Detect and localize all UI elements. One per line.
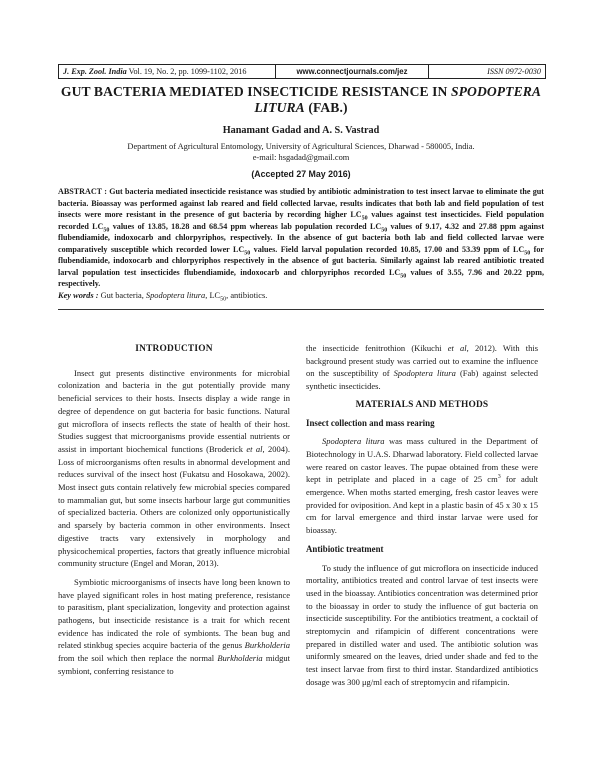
methods-paragraph-1 <box>306 435 538 537</box>
keywords <box>58 291 544 303</box>
methods-paragraph-2: To study the influence of gut microflora on insecticide induced mortality, antibiotics treated and control larvae of test insects were used in the bioassay. Antibiotics concentration was determined prior to the bioassay in order to study the influence of gut bacteria on insecticide susceptibility. For the antibiotics treatment, a cocktail of streptomycin and rifampicin of different concentrations were prepared in distilled water and used. The antibiotic solution was uniformly smeared on the leaves, dried under shade and fed to the test insect larvae from first to third instar. Standardized antibiotics dosage was 300 μg/ml each of streptomycin and rifampicin. <box>306 562 538 687</box>
abstract-text-5: values. Field larval population recorded 10.85, 17.00 and 53.39 ppm of LC <box>250 244 525 254</box>
keywords-label: Key words : <box>58 291 99 300</box>
intro-p2-text-a: Symbiotic microorganisms of insects have long been known to have played significant roles in host mating preference, resistance to parasitism, plant specialization, longevity and protection against pathogens, but insecticide resistance is a trait for which recent evidence has indicated the role of symbionts. The bean bug and related stinkbug species acquire bacteria of the genus <box>58 576 290 651</box>
lc50-subscript: 50 <box>103 227 110 234</box>
introduction-heading: INTRODUCTION <box>135 344 213 354</box>
intro-p1-text-b: , 2004). Loss of microorganisms often results in abnormal development and reduces survival of the insect host (Fukatsu and Hosokawa, 2002). Most insect guts contain relatively few microbial species compared to mammalian gut, but some insects harbour large gut communities of specialized bacteria. Others are colonized only opportunistically and sparsely by bacteria common in other environments. Insect digestive tracts vary extensively in morphology and physicochemical properties, factors that greatly influence microbial community structure (Engel and Moran, 2013). <box>58 443 290 569</box>
methods-p1-species: Spodoptera litura <box>322 436 385 447</box>
cubic-superscript: 3 <box>497 474 501 481</box>
intro-p2-text-c: midgut symbiont, conferring resistance to <box>58 653 290 676</box>
journal-name: J. Exp. Zool. India <box>63 67 127 76</box>
lc50-subscript: 50 <box>524 250 531 257</box>
intro-cont-species: Spodoptera litura <box>393 368 456 379</box>
methods-p1-text-a: was mass cultured in the Department of Biotechnology in U.A.S. Dharwad laboratory. Field collected larvae were reared on castor leaves. The pupae obtained from these were kept in petriplate and placed in a cage of 25 cm <box>306 436 538 485</box>
keywords-species: Spodoptera litura <box>145 291 206 300</box>
materials-methods-heading: MATERIALS AND METHODS <box>355 399 489 410</box>
paper-title <box>58 84 544 116</box>
lc50-subscript: 50 <box>381 227 388 234</box>
intro-p2-genus-1: Burkholderia <box>244 640 290 651</box>
intro-paragraph-2 <box>58 576 290 678</box>
affiliation-block <box>58 141 544 163</box>
issn: ISSN 0972-0030 <box>487 67 541 76</box>
subheading-antibiotic-treatment: Antibiotic treatment <box>306 543 384 554</box>
abstract-text-6: for flubendiamide, indoxocarb and chlorpyriphos respectively in the absence of gut bacteria. Similarly against lab reared antibiotic treated larval population test insecticides flubendiamide, indoxocarb and chlorpyriphos recorded LC <box>58 244 544 277</box>
journal-website-link[interactable]: www.connectjournals.com/jez <box>276 65 429 78</box>
abstract-divider <box>58 309 544 310</box>
header-citation-cell <box>59 65 276 78</box>
journal-header <box>58 64 546 79</box>
right-column <box>306 342 538 689</box>
left-column <box>58 343 290 678</box>
citation: Vol. 19, No. 2, pp. 1099-1102, 2016 <box>128 67 247 76</box>
abstract-text-3: values of 13.85, 18.28 and 68.54 ppm whereas lab population recorded LC <box>109 221 382 231</box>
title-suffix: (FAB.) <box>308 100 348 115</box>
intro-p2-text-b: from the soil which then replace the normal <box>58 653 218 664</box>
lc50-subscript: 50 <box>400 273 407 280</box>
lc50-subscript: 50 <box>244 250 251 257</box>
intro-cont-text-b: , 2012). With this background present study was carried out to examine the influence on the susceptibility of <box>306 343 539 379</box>
title-main: GUT BACTERIA MEDIATED INSECTICIDE RESISTANCE IN <box>60 84 448 99</box>
intro-continuation <box>306 342 538 393</box>
intro-p2-genus-2: Burkholderia <box>217 653 263 664</box>
title-species: SPODOPTERA LITURA <box>254 84 542 115</box>
accepted-date: (Accepted 27 May 2016) <box>251 169 351 179</box>
intro-cont-etal: et al <box>447 343 467 353</box>
lc50-subscript: 50 <box>220 296 227 303</box>
abstract <box>58 186 544 290</box>
subheading-insect-collection: Insect collection and mass rearing <box>306 417 435 428</box>
keywords-text-2: , LC <box>205 291 221 300</box>
methods-p1-text-b: for adult emergence. When moths started emerging, fresh castor leaves were provided for oviposition. And kept in a plastic basin of 45 x 30 x 15 cm for larval emergence and third instar larvae were used for bioassay. <box>306 474 538 536</box>
intro-cont-text-a: the insecticide fenitrothion (Kikuchi <box>306 343 448 353</box>
lc50-subscript: 50 <box>361 215 368 222</box>
intro-p1-etal: et al <box>246 443 263 454</box>
affiliation: Department of Agricultural Entomology, University of Agricultural Sciences, Dharwad - 580005, India. <box>127 142 475 151</box>
keywords-text-1: Gut bacteria, <box>100 291 146 300</box>
abstract-text-1: Gut bacteria mediated insecticide resistance was studied by antibiotic administration to test insect larvae to eliminate the gut bacteria. Bioassay was performed against lab reared and field collected larvae, results indicates that both lab and field population of test insects were more resistant in the presence of gut bacteria by recording higher LC <box>58 187 544 219</box>
keywords-text-3: , antibiotics. <box>226 291 268 300</box>
intro-paragraph-1 <box>58 367 290 570</box>
authors: Hanamant Gadad and A. S. Vastrad <box>222 125 380 136</box>
intro-p1-text-a: Insect gut presents distinctive environments for microbial colonization and bacteria in the gut potentially provide many beneficial services to their hosts. Insects display a wide range in degree of dependence on gut bacteria for basic functions. Natural gut microflora of insects reflects the state of health of their host. Studies suggest that microorganisms provide essential nutrients or assist in important biochemical functions (Broderick <box>58 367 290 454</box>
abstract-label: ABSTRACT : <box>58 187 107 196</box>
intro-cont-text-c: (Fab) against selected synthetic insecticides. <box>306 368 538 392</box>
abstract-text-2: values against test insecticides. Field population recorded LC <box>58 210 544 231</box>
abstract-text-7: values of 3.55, 7.96 and 20.22 ppm, respectively. <box>58 267 545 288</box>
abstract-text-4: values of 9.17, 4.32 and 27.88 ppm against flubendiamide, indoxocarb and chlorpyriphos, respectively. In the absence of gut bacteria both lab and field collected larvae were comparatively susceptible which recorded lower LC <box>58 221 545 254</box>
email: e-mail: hsgadad@gmail.com <box>252 153 350 162</box>
